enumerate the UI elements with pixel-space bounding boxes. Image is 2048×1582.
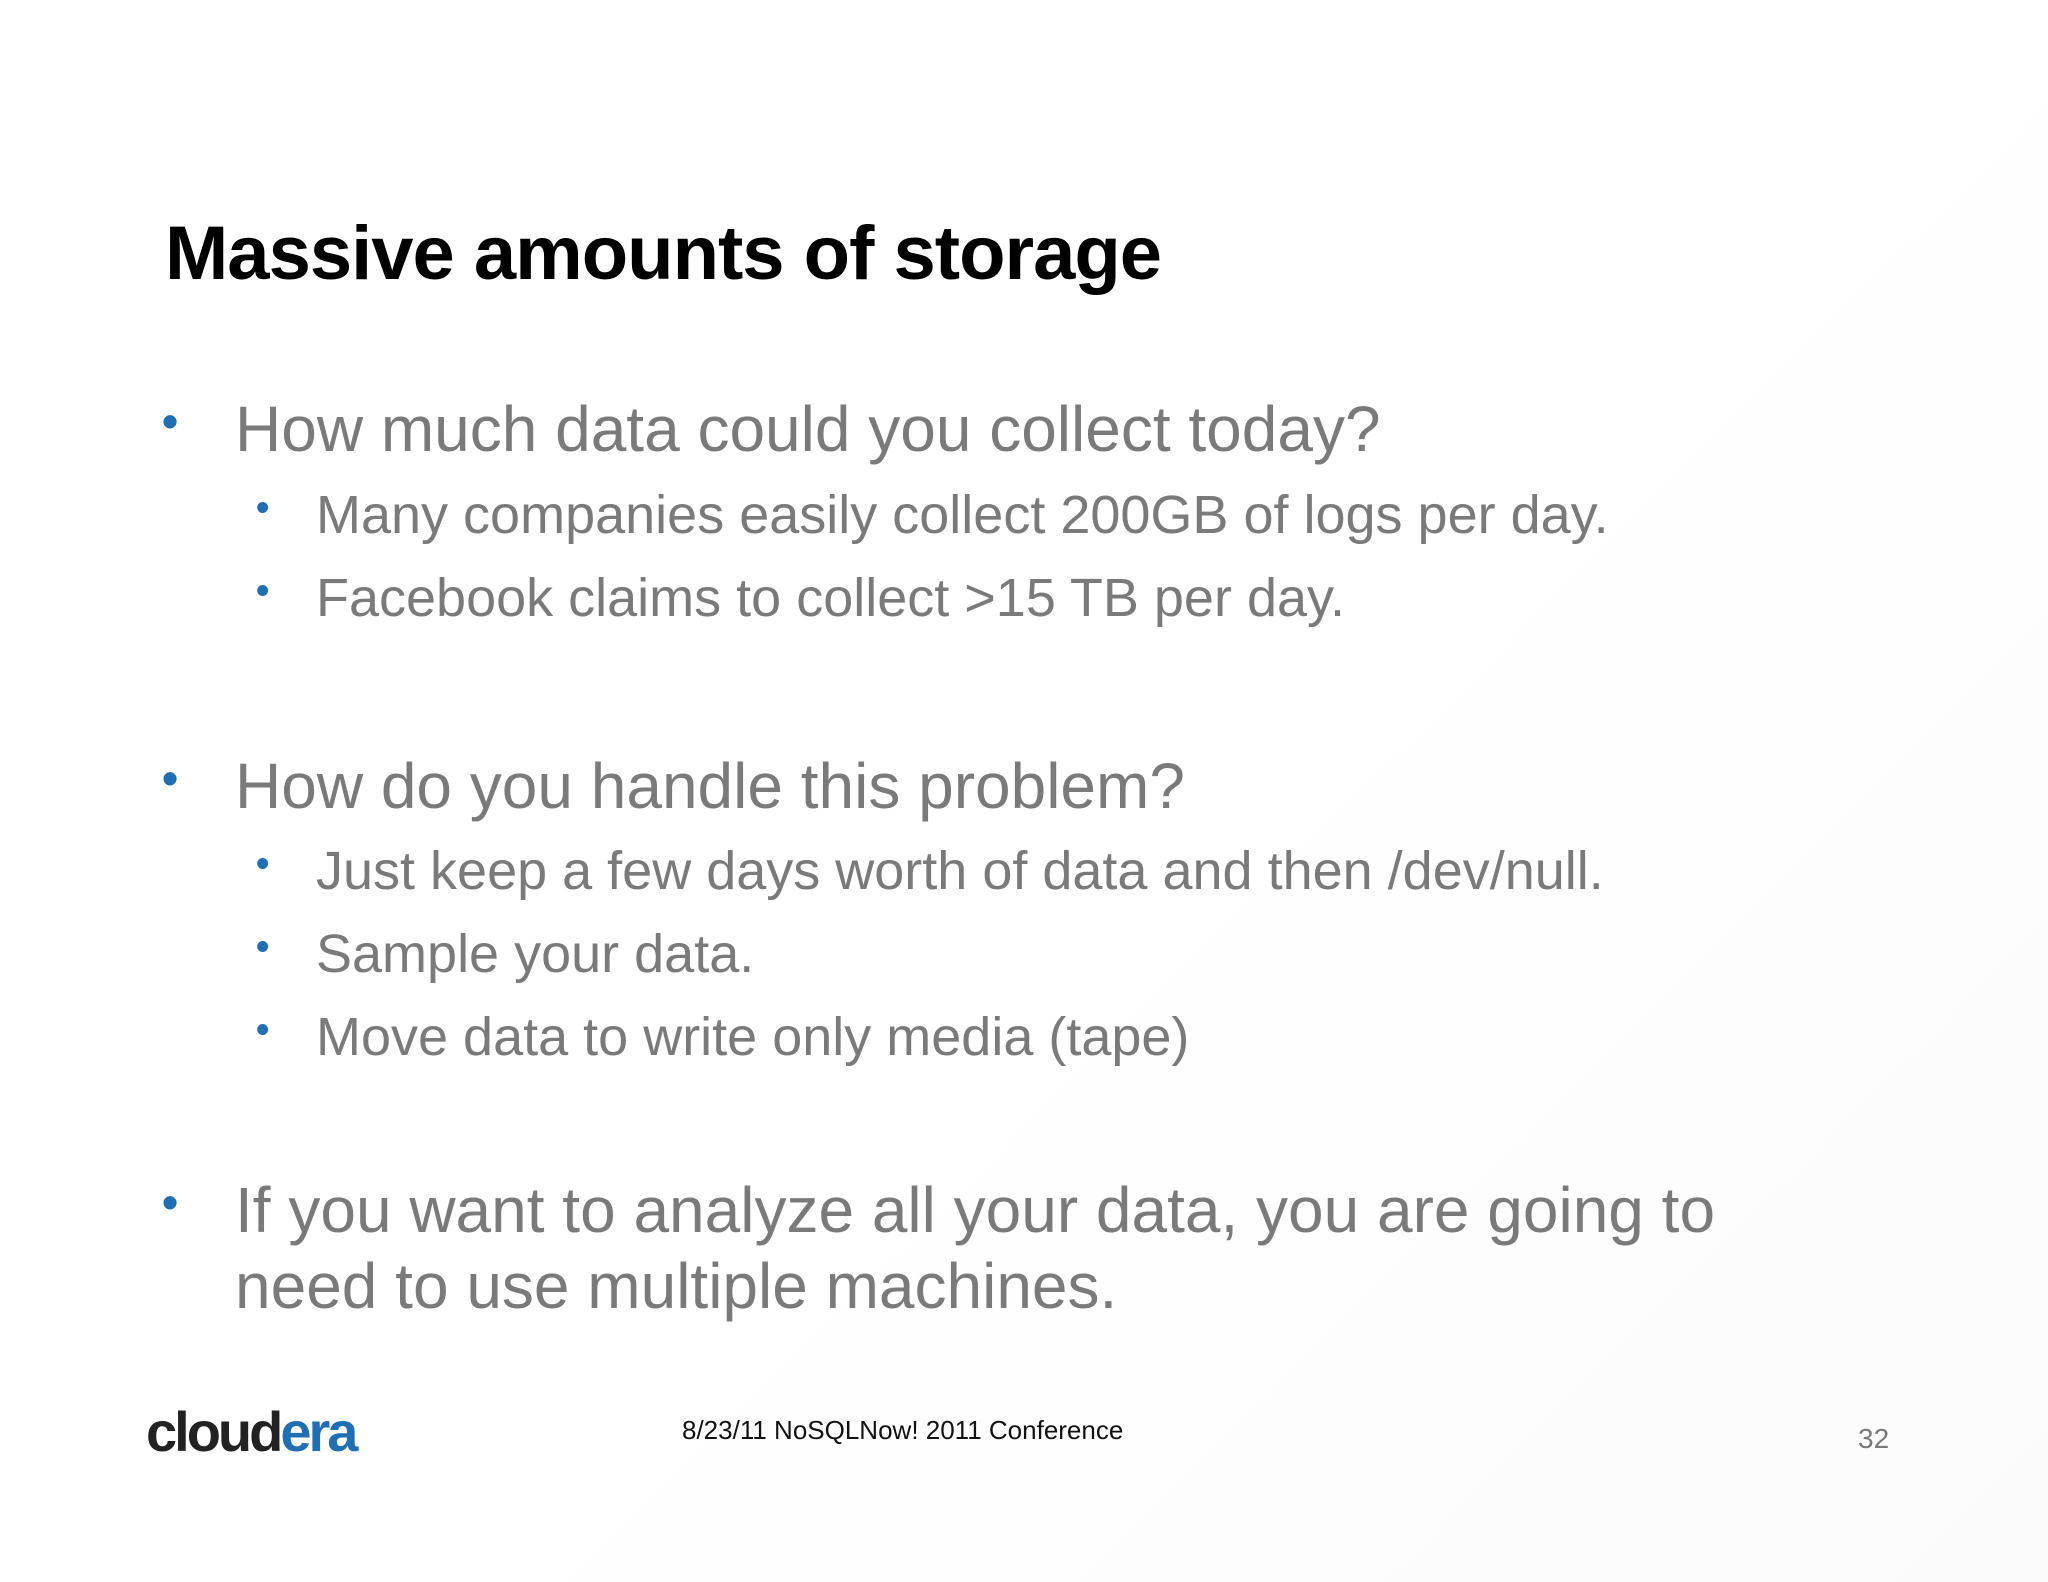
slide-title: Massive amounts of storage: [165, 211, 1162, 296]
bullet-dot-icon: •: [256, 570, 270, 612]
sub-bullet-1-1: [256, 484, 1609, 548]
bullet-dot-icon: •: [256, 926, 270, 968]
footer-date-conference: 8/23/11 NoSQLNow! 2011 Conference: [682, 1415, 1124, 1445]
bullet-dot-icon: •: [162, 752, 179, 804]
bullet-text: How do you handle this problem?: [235, 750, 1185, 822]
bullet-dot-icon: •: [256, 487, 270, 529]
bullet-dot-icon: •: [256, 843, 270, 885]
sub-bullet-1-2: [256, 567, 1346, 631]
sub-bullet-text: Just keep a few days worth of data and then /dev/null.: [316, 841, 1604, 901]
logo-text-era: era: [280, 1400, 356, 1463]
bullet-3: [162, 1173, 1815, 1324]
sub-bullet-text: Many companies easily collect 200GB of logs per day.: [316, 485, 1609, 545]
cloudera-logo: [146, 1400, 356, 1463]
bullet-1: [162, 392, 1381, 468]
bullet-dot-icon: •: [256, 1009, 270, 1051]
bullet-2: [162, 749, 1185, 825]
sub-bullet-2-2: [256, 923, 755, 987]
sub-bullet-text: Move data to write only media (tape): [316, 1007, 1190, 1067]
page-number: 32: [1858, 1423, 1890, 1454]
bullet-text: If you want to analyze all your data, you are going to need to use multiple machines.: [235, 1174, 1716, 1322]
sub-bullet-2-1: [256, 840, 1604, 904]
logo-text-cloud: cloud: [146, 1400, 281, 1463]
bullet-dot-icon: •: [162, 395, 179, 447]
bullet-dot-icon: •: [162, 1176, 179, 1228]
sub-bullet-text: Sample your data.: [316, 924, 755, 984]
sub-bullet-2-3: [256, 1006, 1190, 1070]
sub-bullet-text: Facebook claims to collect >15 TB per day.: [316, 568, 1346, 628]
bullet-text: How much data could you collect today?: [235, 393, 1381, 465]
